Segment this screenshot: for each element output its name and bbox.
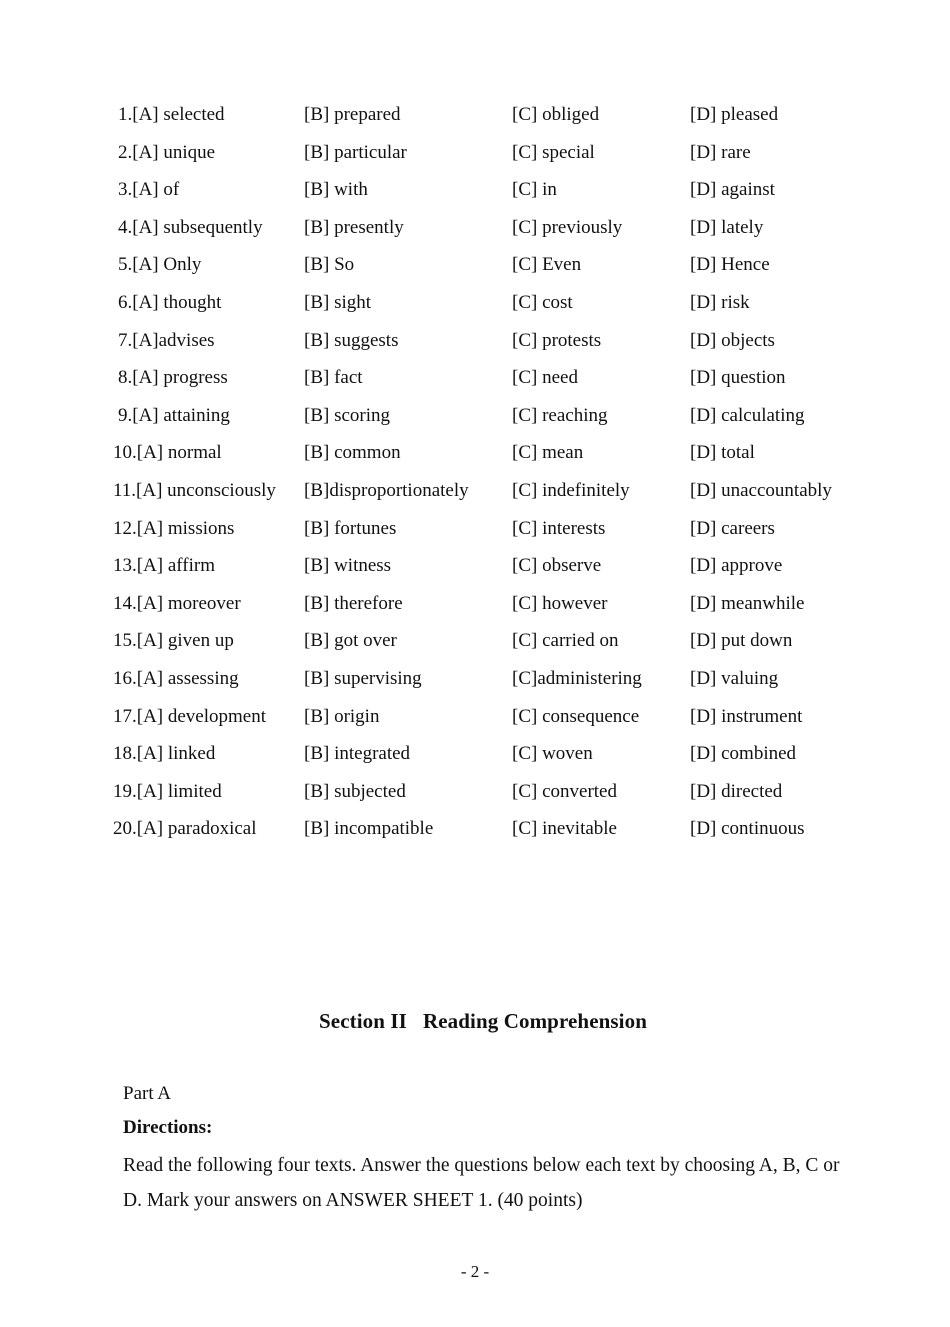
- option-b: [B] with: [304, 179, 368, 201]
- option-a: 9.[A] attaining: [118, 404, 230, 426]
- option-b: [B] incompatible: [304, 818, 434, 840]
- question-row: [0, 510, 950, 548]
- option-a: 14.[A] moreover: [113, 592, 241, 614]
- question-row: [0, 698, 950, 736]
- option-b: [B] fact: [304, 367, 363, 389]
- option-b: [B] supervising: [304, 667, 422, 689]
- option-b: [B] prepared: [304, 104, 401, 125]
- question-row: [0, 359, 950, 397]
- option-a: 18.[A] linked: [113, 743, 216, 765]
- option-d: [D] valuing: [690, 667, 779, 689]
- part-label: Part A: [123, 1083, 172, 1104]
- option-d: [D] directed: [690, 780, 783, 802]
- option-b: [B] sight: [304, 291, 372, 313]
- option-c: [C] converted: [512, 780, 617, 802]
- option-a: 5.[A] Only: [118, 254, 202, 276]
- option-c: [C] interests: [512, 517, 606, 539]
- option-c: [C] indefinitely: [512, 479, 630, 501]
- option-a: 16.[A] assessing: [113, 667, 239, 689]
- option-c: [C] inevitable: [512, 818, 617, 840]
- option-a: 15.[A] given up: [113, 630, 234, 652]
- question-row: [0, 397, 950, 435]
- options-table: [0, 96, 950, 848]
- option-d: [D] continuous: [690, 818, 805, 840]
- option-b: [B] common: [304, 442, 401, 464]
- option-c: [C] previously: [512, 216, 623, 238]
- option-d: [D] total: [690, 442, 755, 464]
- option-a: 13.[A] affirm: [113, 555, 216, 577]
- question-row: [0, 171, 950, 209]
- option-d: [D] pleased: [690, 104, 779, 125]
- option-a: 3.[A] of: [118, 179, 180, 201]
- question-row: [0, 209, 950, 247]
- option-c: [C] cost: [512, 291, 573, 313]
- option-c: [C] in: [512, 179, 557, 201]
- option-a: 11.[A] unconsciously: [113, 479, 276, 501]
- option-b: [B] particular: [304, 141, 407, 163]
- option-d: [D] calculating: [690, 404, 805, 426]
- option-b: [B]disproportionately: [304, 479, 469, 501]
- option-b: [B] therefore: [304, 592, 403, 614]
- option-a: 10.[A] normal: [113, 442, 222, 464]
- option-b: [B] witness: [304, 555, 392, 577]
- option-d: [D] lately: [690, 216, 764, 238]
- question-row: [0, 322, 950, 360]
- instructions-text: Read the following four texts. Answer the questions below each text by choosing A, B, C or D. Mark your answers on ANSWER SHEET 1. (40 points): [123, 1155, 840, 1211]
- option-a: 20.[A] paradoxical: [113, 818, 257, 840]
- question-row: [0, 96, 950, 134]
- question-row: [0, 434, 950, 472]
- option-b: [B] So: [304, 254, 355, 276]
- option-b: [B] subjected: [304, 780, 406, 802]
- option-d: [D] objects: [690, 329, 775, 351]
- question-row: [0, 284, 950, 322]
- question-row: [0, 472, 950, 510]
- option-c: [C] reaching: [512, 404, 608, 426]
- option-c: [C] Even: [512, 254, 582, 276]
- option-c: [C] consequence: [512, 705, 640, 727]
- question-row: [0, 134, 950, 172]
- option-d: [D] question: [690, 367, 786, 389]
- option-c: [C] special: [512, 141, 595, 163]
- option-b: [B] got over: [304, 630, 397, 652]
- option-a: 12.[A] missions: [113, 517, 235, 539]
- option-d: [D] rare: [690, 141, 751, 163]
- directions-label: Directions:: [123, 1117, 213, 1138]
- option-a: 17.[A] development: [113, 705, 267, 727]
- question-row: [0, 660, 950, 698]
- option-a: 4.[A] subsequently: [118, 216, 263, 238]
- option-d: [D] put down: [690, 630, 793, 652]
- question-row: [0, 810, 950, 848]
- option-c: [C] need: [512, 367, 578, 389]
- option-b: [B] fortunes: [304, 517, 397, 539]
- option-b: [B] origin: [304, 705, 380, 727]
- option-a: 1.[A] selected: [118, 104, 225, 125]
- option-d: [D] careers: [690, 517, 775, 539]
- section-title: Section II Reading Comprehension: [319, 1009, 647, 1033]
- option-a: 6.[A] thought: [118, 291, 222, 313]
- option-d: [D] unaccountably: [690, 479, 832, 501]
- option-a: 8.[A] progress: [118, 367, 228, 389]
- option-d: [D] Hence: [690, 254, 770, 276]
- option-c: [C]administering: [512, 667, 642, 689]
- question-row: [0, 773, 950, 811]
- option-d: [D] against: [690, 179, 775, 201]
- option-d: [D] approve: [690, 555, 783, 577]
- option-d: [D] instrument: [690, 705, 803, 727]
- question-row: [0, 547, 950, 585]
- option-a: 7.[A]advises: [118, 329, 215, 351]
- option-d: [D] combined: [690, 743, 797, 765]
- option-d: [D] meanwhile: [690, 592, 805, 614]
- option-a: 19.[A] limited: [113, 780, 222, 802]
- option-c: [C] however: [512, 592, 608, 614]
- option-c: [C] observe: [512, 555, 602, 577]
- option-b: [B] scoring: [304, 404, 391, 426]
- page-number: - 2 -: [460, 1262, 490, 1281]
- option-b: [B] suggests: [304, 329, 399, 351]
- option-c: [C] woven: [512, 743, 593, 765]
- option-c: [C] mean: [512, 442, 584, 464]
- question-row: [0, 735, 950, 773]
- option-b: [B] presently: [304, 216, 404, 238]
- option-a: 2.[A] unique: [118, 141, 216, 163]
- option-c: [C] protests: [512, 329, 602, 351]
- option-c: [C] obliged: [512, 104, 600, 125]
- question-row: [0, 622, 950, 660]
- question-row: [0, 246, 950, 284]
- option-d: [D] risk: [690, 291, 750, 313]
- option-b: [B] integrated: [304, 743, 411, 765]
- question-row: [0, 585, 950, 623]
- option-c: [C] carried on: [512, 630, 619, 652]
